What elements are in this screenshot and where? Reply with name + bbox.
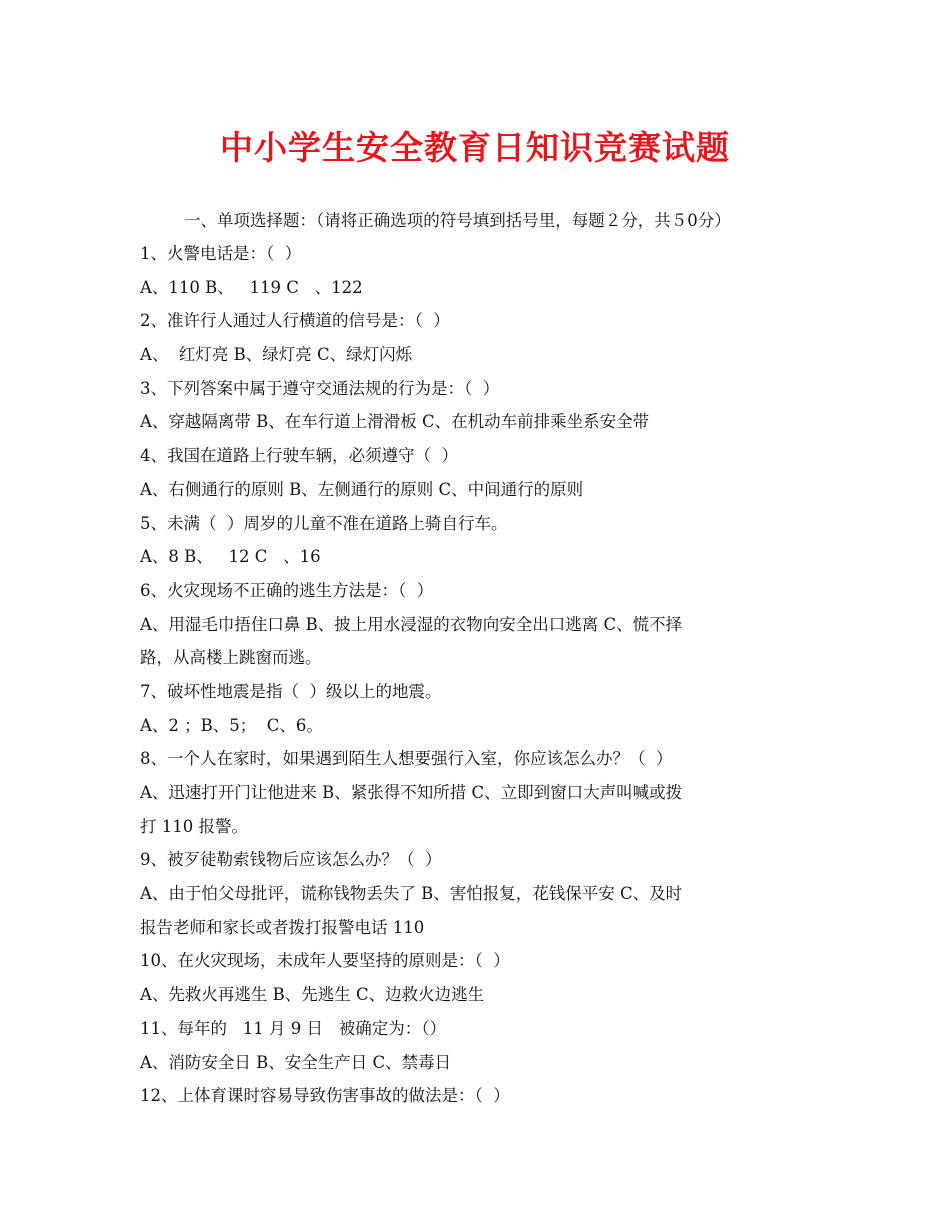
question-line: 11、每年的 11 月 9 日 被确定为：（） — [140, 1018, 446, 1038]
question-line: 10、在火灾现场，未成年人要坚持的原则是：（ ） — [140, 951, 510, 971]
answer-options-line: A、110 B、 119 C 、122 — [140, 277, 363, 297]
question-line: 9、被歹徒勒索钱物后应该怎么办？（ ） — [140, 850, 442, 870]
question-line: 12、上体育课时容易导致伤害事故的做法是：（ ） — [140, 1086, 510, 1106]
document-title: 中小学生安全教育日知识竞赛试题 — [220, 128, 730, 167]
answer-options-line: A、 红灯亮 B、绿灯亮 C、绿灯闪烁 — [140, 345, 413, 365]
answer-options-line: A、迅速打开门让他进来 B、紧张得不知所措 C、立即到窗口大声叫喊或拨 — [140, 783, 683, 802]
question-line: 2、准许行人通过人行横道的信号是：（ ） — [140, 311, 450, 331]
question-line: 4、我国在道路上行驶车辆，必须遵守（ ） — [140, 446, 458, 466]
answer-options-line: A、由于怕父母批评，谎称钱物丢失了 B、害怕报复，花钱保平安 C、及时 — [140, 884, 683, 904]
answer-options-line: A、2 ；B、5； C、6。 — [140, 715, 323, 735]
answer-options-line: A、右侧通行的原则 B、左侧通行的原则 C、中间通行的原则 — [140, 479, 584, 499]
answer-options-line: A、8 B、 12 C 、16 — [140, 547, 321, 567]
answer-options-line: 路，从高楼上跳窗而逃。 — [140, 648, 322, 668]
answer-options-line: 打 110 报警。 — [140, 816, 248, 836]
answer-options-line: A、先救火再逃生 B、先逃生 C、边救火边逃生 — [140, 985, 485, 1005]
question-line: 1、火警电话是：（ ） — [140, 244, 302, 263]
answer-options-line: 报告老师和家长或者拨打报警电话 110 — [140, 917, 425, 937]
answer-options-line: A、用湿毛巾捂住口鼻 B、披上用水浸湿的衣物向安全出口逃离 C、慌不择 — [140, 614, 683, 634]
question-list — [140, 242, 820, 1118]
question-line: 7、破坏性地震是指（ ）级以上的地震。 — [140, 681, 442, 701]
answer-options-line: A、消防安全日 B、安全生产日 C、禁毒日 — [140, 1052, 452, 1072]
section-heading: 一、单项选择题：（请将正确选项的符号填到括号里，每题２分，共５0分） — [184, 211, 731, 230]
question-line: 5、未满（ ）周岁的儿童不准在道路上骑自行车。 — [140, 513, 508, 533]
answer-options-line: A、穿越隔离带 B、在车行道上滑滑板 C、在机动车前排乘坐系安全带 — [140, 412, 650, 432]
question-line: 3、下列答案中属于遵守交通法规的行为是：（ ） — [140, 378, 500, 398]
question-line: 6、火灾现场不正确的逃生方法是：（ ） — [140, 580, 434, 600]
question-line: 8、一个人在家时，如果遇到陌生人想要强行入室，你应该怎么办？（ ） — [140, 749, 673, 769]
